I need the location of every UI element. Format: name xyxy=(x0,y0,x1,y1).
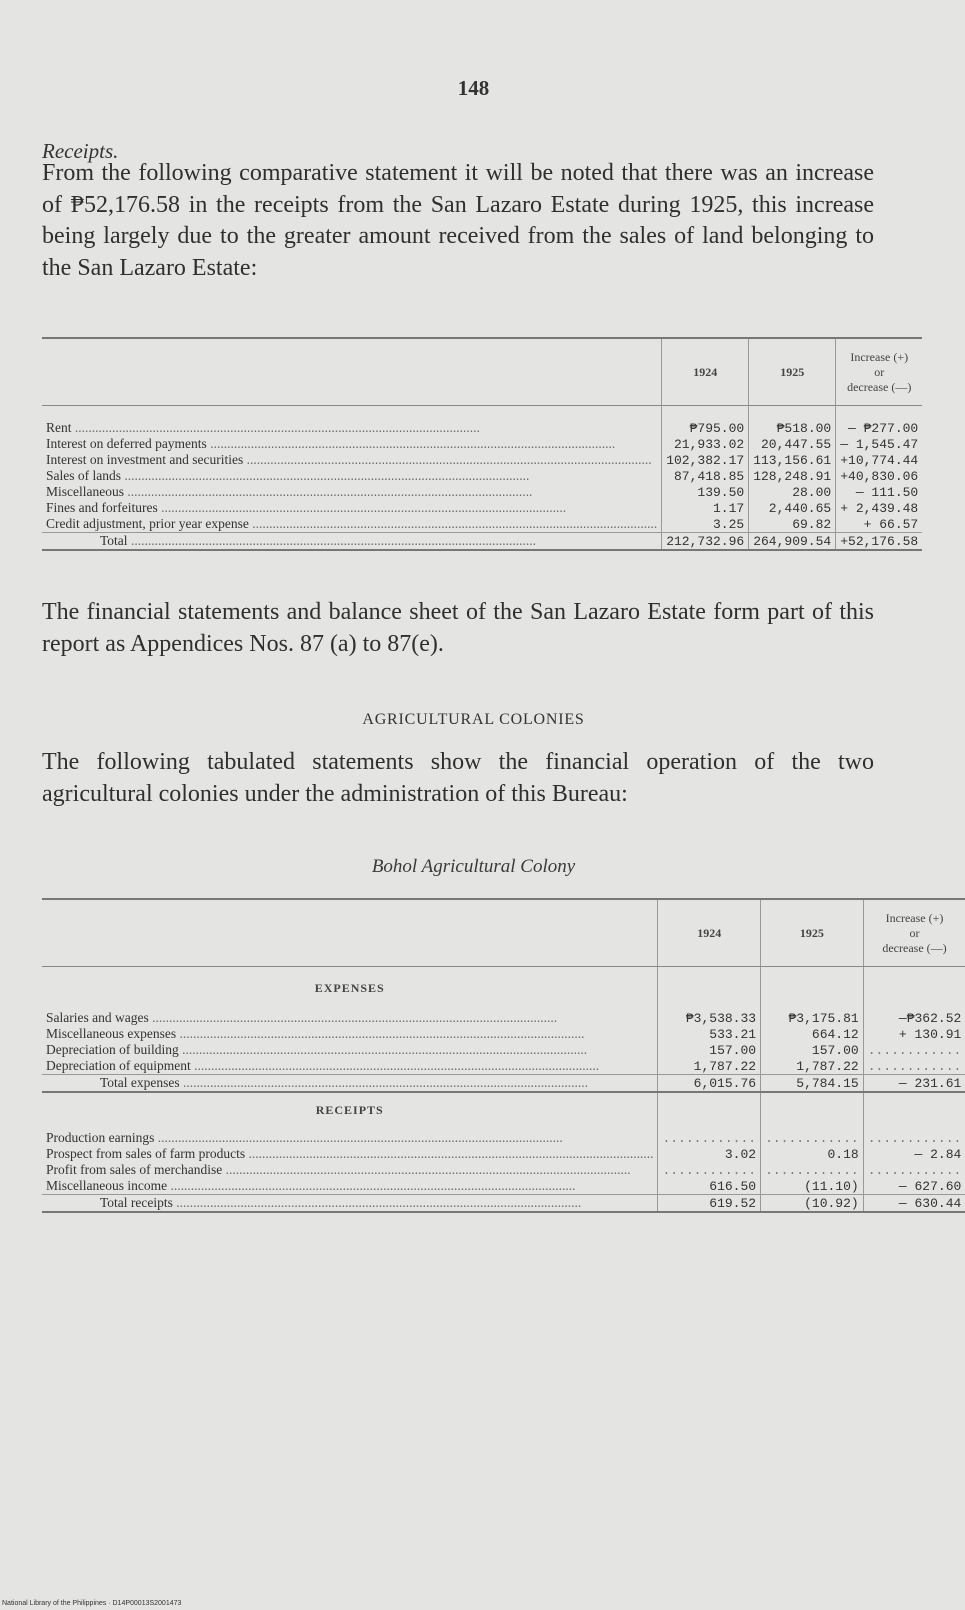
value-1924: ₱795.00 xyxy=(662,420,749,436)
table-row xyxy=(42,1146,965,1162)
colonies-paragraph: The following tabulated statements show the financial operation of the two agricultural colonies under the administration of this Bureau: xyxy=(42,749,874,807)
value-1924: 3.02 xyxy=(658,1146,761,1162)
value-1925: ............ xyxy=(761,1130,864,1146)
header-change-line2: or xyxy=(874,364,885,379)
table-row xyxy=(42,436,922,452)
value-1925: 157.00 xyxy=(761,1042,864,1058)
header-change xyxy=(836,338,923,406)
value-1924: 616.50 xyxy=(658,1178,761,1195)
value-1924: 102,382.17 xyxy=(662,452,749,468)
total-1925: (10.92) xyxy=(761,1195,864,1213)
row-label: Prospect from sales of farm products ..... xyxy=(42,1146,658,1162)
value-change: +10,774.44 xyxy=(840,453,919,468)
value-1925: 20,447.55 xyxy=(749,436,836,452)
value-change: +40,830.06 xyxy=(840,469,919,484)
table-row xyxy=(42,500,922,516)
table-row xyxy=(42,1026,965,1042)
total-1924: 6,015.76 xyxy=(658,1075,761,1093)
bohol-table-header xyxy=(42,899,965,967)
value-change: + 130.91 xyxy=(898,1027,962,1042)
financial-paragraph: The financial statements and balance sheet of the San Lazaro Estate form part of this report as Appendices Nos. 87 (a) to 87(e). xyxy=(42,599,874,657)
row-label: Depreciation of building ..... xyxy=(42,1042,658,1058)
section-title: AGRICULTURAL COLONIES xyxy=(362,711,585,728)
value-change: —₱362.52 xyxy=(898,1011,962,1026)
value-1925: 2,440.65 xyxy=(749,500,836,516)
header-change-line2: or xyxy=(909,925,920,940)
total-change: +52,176.58 xyxy=(836,533,923,551)
value-1925: ............ xyxy=(761,1162,864,1178)
header-change-line1: Increase (+) xyxy=(885,910,944,925)
value-1925: ₱518.00 xyxy=(749,420,836,436)
bohol-caption: Bohol Agricultural Colony xyxy=(371,856,576,877)
value-1924: 87,418.85 xyxy=(662,468,749,484)
header-1924: 1924 xyxy=(662,338,749,406)
value-1924: 3.25 xyxy=(662,516,749,533)
table-row xyxy=(42,452,922,468)
value-change: — 1,545.47 xyxy=(840,437,919,452)
value-1924: ............ xyxy=(658,1162,761,1178)
value-1925: 128,248.91 xyxy=(749,468,836,484)
intro-paragraph: From the following comparative statement it will be noted that there was an increase of ₱52,176.58 in the receipts from the San Lazaro Estate during 1925, this increase being largely due to the greater amount received from the sales of land belonging to the San Lazaro Estate: xyxy=(42,160,874,281)
header-description xyxy=(42,899,658,967)
row-label: Profit from sales of merchandise ..... xyxy=(42,1162,658,1178)
value-1925: 28.00 xyxy=(749,484,836,500)
value-change: ............ xyxy=(867,1043,962,1058)
total-1925: 5,784.15 xyxy=(761,1075,864,1093)
value-1924: 139.50 xyxy=(662,484,749,500)
row-label: Interest on investment and securities ..... xyxy=(42,452,662,468)
row-label: Rent ..... xyxy=(42,420,662,436)
value-change: ............ xyxy=(867,1163,962,1178)
row-label: Credit adjustment, prior year expense ..... xyxy=(42,516,662,533)
header-1925: 1925 xyxy=(749,338,836,406)
value-change: — 2.84 xyxy=(914,1147,962,1162)
value-1924: 157.00 xyxy=(658,1042,761,1058)
table-row xyxy=(42,420,922,436)
total-1925: 264,909.54 xyxy=(749,533,836,551)
header-description xyxy=(42,338,662,406)
table-row xyxy=(42,516,922,533)
header-change-line3: decrease (—) xyxy=(882,940,947,955)
expenses-heading-row xyxy=(42,967,965,1011)
row-label: Salaries and wages ..... xyxy=(42,1010,658,1026)
row-label: Miscellaneous expenses ..... xyxy=(42,1026,658,1042)
value-change: — 111.50 xyxy=(855,485,919,500)
scan-footer-note: National Library of the Philippines · D14P00013S2001473 xyxy=(2,1600,182,1607)
value-1924: ............ xyxy=(658,1130,761,1146)
header-change-line1: Increase (+) xyxy=(850,349,909,364)
value-1924: ₱3,538.33 xyxy=(658,1010,761,1026)
total-label: Total expenses ..... xyxy=(42,1075,658,1093)
value-1925: 113,156.61 xyxy=(749,452,836,468)
receipts-heading: Receipts. xyxy=(42,139,119,163)
receipts-subheading: RECEIPTS xyxy=(42,1092,658,1130)
header-1925: 1925 xyxy=(761,899,864,967)
table-row xyxy=(42,1178,965,1195)
value-1925: 664.12 xyxy=(761,1026,864,1042)
table-row xyxy=(42,1010,965,1026)
total-label: Total ..... xyxy=(42,533,662,551)
value-1924: 533.21 xyxy=(658,1026,761,1042)
value-change: + 66.57 xyxy=(863,517,919,532)
total-1924: 212,732.96 xyxy=(662,533,749,551)
total-label: Total receipts ..... xyxy=(42,1195,658,1213)
row-label: Depreciation of equipment ..... xyxy=(42,1058,658,1075)
value-change: — ₱277.00 xyxy=(848,421,919,436)
value-1924: 1,787.22 xyxy=(658,1058,761,1075)
header-change xyxy=(863,899,965,967)
value-change: — 627.60 xyxy=(898,1179,962,1194)
table-row xyxy=(42,1162,965,1178)
bohol-table xyxy=(42,898,965,1213)
value-change: + 2,439.48 xyxy=(840,501,919,516)
value-1925: (11.10) xyxy=(761,1178,864,1195)
value-1925: 1,787.22 xyxy=(761,1058,864,1075)
table-row xyxy=(42,1130,965,1146)
row-label: Interest on deferred payments ..... xyxy=(42,436,662,452)
value-1925: 69.82 xyxy=(749,516,836,533)
header-change-line3: decrease (—) xyxy=(847,379,912,394)
expenses-heading: EXPENSES xyxy=(42,967,658,1011)
page-number: 148 xyxy=(457,76,490,100)
total-row xyxy=(42,533,922,551)
row-label: Production earnings ..... xyxy=(42,1130,658,1146)
row-label: Miscellaneous ..... xyxy=(42,484,662,500)
receipts-heading-row xyxy=(42,1092,965,1130)
value-1924: 21,933.02 xyxy=(662,436,749,452)
header-1924: 1924 xyxy=(658,899,761,967)
total-1924: 619.52 xyxy=(658,1195,761,1213)
row-label: Fines and forfeitures ..... xyxy=(42,500,662,516)
receipts-table-header xyxy=(42,338,922,406)
value-1924: 1.17 xyxy=(662,500,749,516)
expenses-total-row xyxy=(42,1075,965,1093)
value-change: ............ xyxy=(867,1131,962,1146)
total-change: — 630.44 xyxy=(863,1195,965,1213)
row-label: Sales of lands ..... xyxy=(42,468,662,484)
total-change: — 231.61 xyxy=(863,1075,965,1093)
receipts-table xyxy=(42,337,922,551)
receipts-total-row xyxy=(42,1195,965,1213)
table-row xyxy=(42,468,922,484)
value-1925: ₱3,175.81 xyxy=(761,1010,864,1026)
table-row xyxy=(42,1058,965,1075)
table-row xyxy=(42,1042,965,1058)
value-1925: 0.18 xyxy=(761,1146,864,1162)
value-change: ............ xyxy=(867,1059,962,1074)
row-label: Miscellaneous income ..... xyxy=(42,1178,658,1195)
table-row xyxy=(42,484,922,500)
